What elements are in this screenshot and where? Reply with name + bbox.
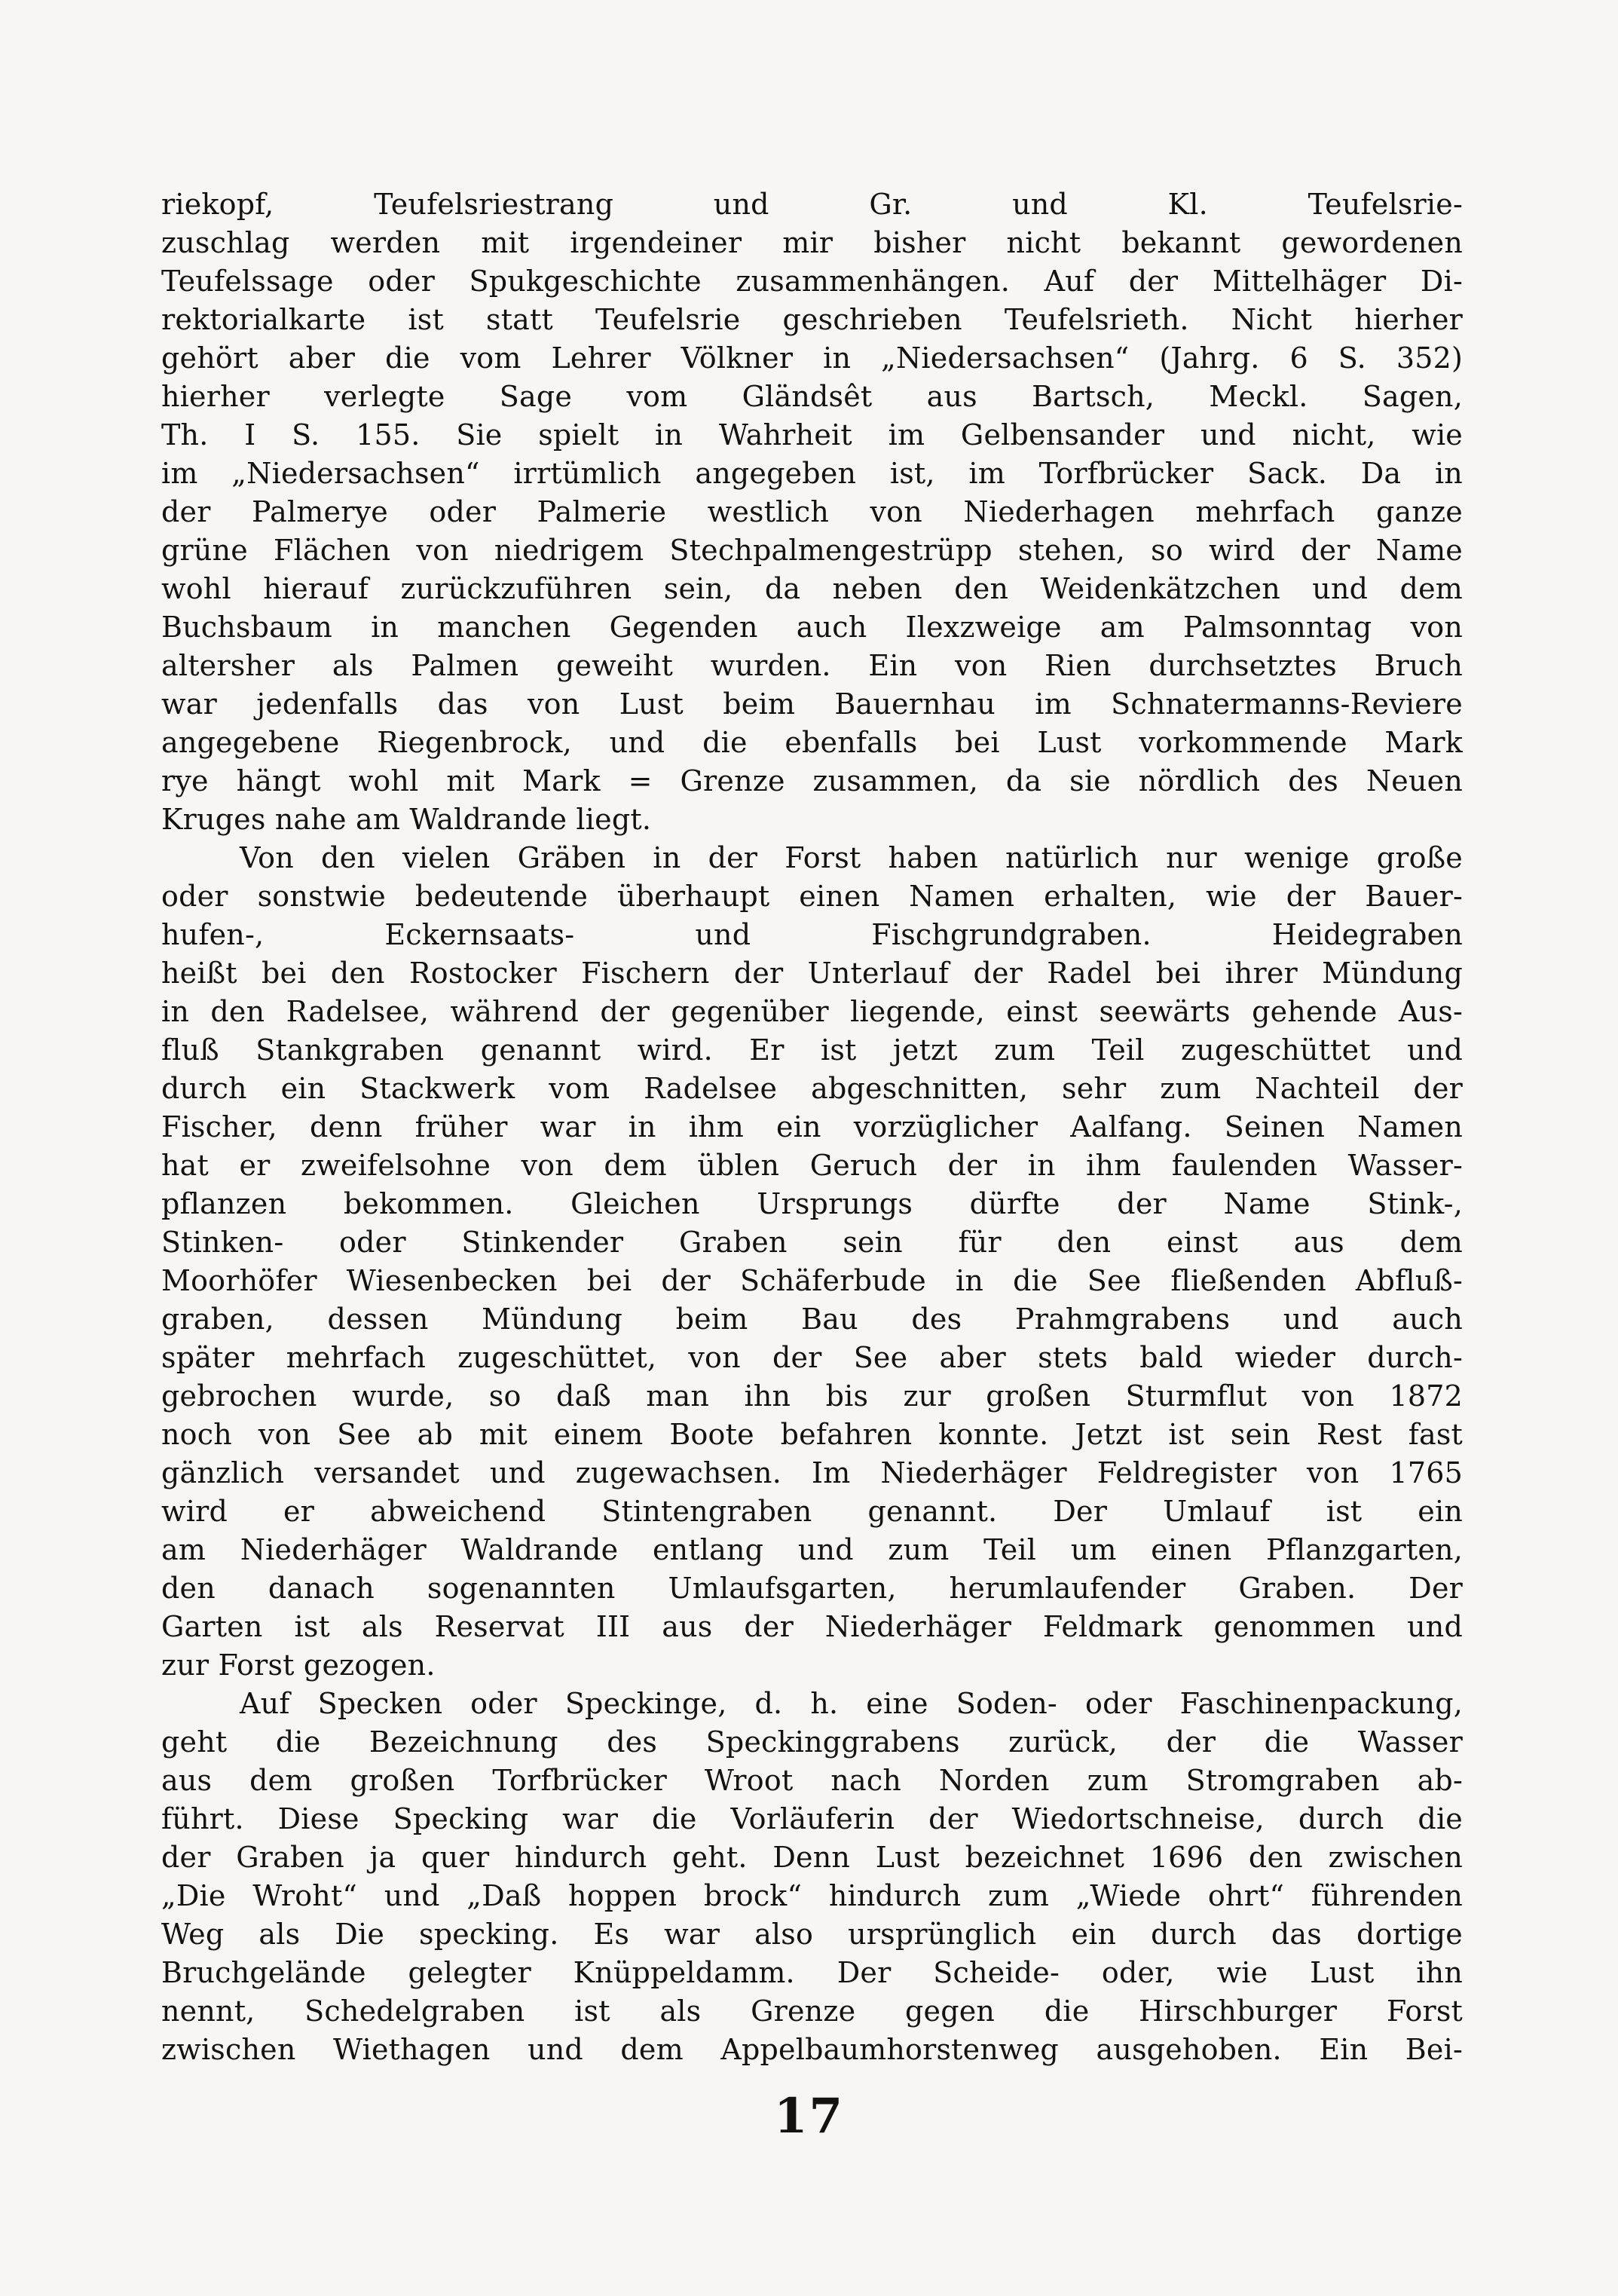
text-line: noch von See ab mit einem Boote befahren konnte. Jetzt ist sein Rest fast (161, 1418, 1463, 1451)
text-line: am Niederhäger Waldrande entlang und zum Teil um einen Pflanzgarten, (161, 1533, 1463, 1566)
text-line: fluß Stankgraben genannt wird. Er ist jetzt zum Teil zugeschüttet und (161, 1033, 1463, 1067)
text-line: den danach sogenannten Umlaufsgarten, herumlaufender Graben. Der (161, 1572, 1463, 1605)
text-line: gehört aber die vom Lehrer Völkner in „Niedersachsen“ (Jahrg. 6 S. 352) (161, 341, 1463, 375)
body-text (161, 185, 1463, 2069)
text-line: rektorialkarte ist statt Teufelsrie geschrieben Teufelsrieth. Nicht hierher (161, 303, 1463, 336)
text-line: geht die Bezeichnung des Speckinggrabens zurück, der die Wasser (161, 1725, 1463, 1759)
text-line: heißt bei den Rostocker Fischern der Unterlauf der Radel bei ihrer Mündung (161, 957, 1463, 990)
text-line: Bruchgelände gelegter Knüppeldamm. Der Scheide- oder, wie Lust ihn (161, 1956, 1463, 1989)
text-line: Fischer, denn früher war in ihm ein vorzüglicher Aalfang. Seinen Namen (161, 1110, 1463, 1143)
text-line: Garten ist als Reservat III aus der Niederhäger Feldmark genommen und (161, 1610, 1463, 1643)
text-line: wohl hierauf zurückzuführen sein, da neben den Weidenkätzchen und dem (161, 572, 1463, 605)
text-line: „Die Wroht“ und „Daß hoppen brock“ hindurch zum „Wiede ohrt“ führenden (161, 1879, 1463, 1912)
text-line: Buchsbaum in manchen Gegenden auch Ilexzweige am Palmsonntag von (161, 611, 1463, 644)
text-line: gebrochen wurde, so daß man ihn bis zur großen Sturmflut von 1872 (161, 1379, 1463, 1413)
text-line: riekopf, Teufelsriestrang und Gr. und Kl. Teufelsrie- (161, 188, 1463, 221)
text-line: gänzlich versandet und zugewachsen. Im Niederhäger Feldregister von 1765 (161, 1456, 1463, 1489)
text-line: war jedenfalls das von Lust beim Bauernhau im Schnatermanns-Reviere (161, 687, 1463, 721)
text-line: pflanzen bekommen. Gleichen Ursprungs dürfte der Name Stink-, (161, 1187, 1463, 1220)
text-line: hat er zweifelsohne von dem üblen Geruch der in ihm faulenden Wasser- (161, 1149, 1463, 1182)
text-line: führt. Diese Specking war die Vorläuferin der Wiedortschneise, durch die (161, 1802, 1463, 1835)
text-line: wird er abweichend Stintengraben genannt. Der Umlauf ist ein (161, 1495, 1463, 1528)
text-line: im „Niedersachsen“ irrtümlich angegeben ist, im Torfbrücker Sack. Da in (161, 457, 1463, 490)
text-line: hufen-, Eckernsaats- und Fischgrundgraben. Heidegraben (161, 918, 1463, 951)
text-line: Weg als Die specking. Es war also ursprünglich ein durch das dortige (161, 1918, 1463, 1951)
text-line: grüne Flächen von niedrigem Stechpalmengestrüpp stehen, so wird der Name (161, 534, 1463, 567)
text-line: Von den vielen Gräben in der Forst haben natürlich nur wenige große (240, 841, 1463, 874)
text-line: durch ein Stackwerk vom Radelsee abgeschnitten, sehr zum Nachteil der (161, 1072, 1463, 1105)
text-line: Th. I S. 155. Sie spielt in Wahrheit im Gelbensander und nicht, wie (161, 418, 1463, 452)
text-line: der Graben ja quer hindurch geht. Denn Lust bezeichnet 1696 den zwischen (161, 1841, 1463, 1874)
text-line: Kruges nahe am Waldrande liegt. (161, 803, 652, 836)
text-line: zuschlag werden mit irgendeiner mir bisher nicht bekannt gewordenen (161, 226, 1463, 259)
text-line: Teufelssage oder Spukgeschichte zusammenhängen. Auf der Mittelhäger Di- (161, 265, 1463, 298)
text-line: später mehrfach zugeschüttet, von der See aber stets bald wieder durch- (161, 1341, 1463, 1374)
text-line: hierher verlegte Sage vom Gländsêt aus Bartsch, Meckl. Sagen, (161, 380, 1463, 413)
text-line: Auf Specken oder Speckinge, d. h. eine Soden- oder Faschinenpackung, (240, 1687, 1463, 1720)
text-line: Stinken- oder Stinkender Graben sein für den einst aus dem (161, 1226, 1463, 1259)
text-line: zur Forst gezogen. (161, 1649, 436, 1682)
text-line: graben, dessen Mündung beim Bau des Prahmgrabens und auch (161, 1303, 1463, 1336)
text-line: Moorhöfer Wiesenbecken bei der Schäferbude in die See fließenden Abfluß- (161, 1264, 1463, 1297)
text-line: altersher als Palmen geweiht wurden. Ein von Rien durchsetztes Bruch (161, 649, 1463, 682)
page-number: 17 (773, 2088, 845, 2144)
text-line: rye hängt wohl mit Mark = Grenze zusammen, da sie nördlich des Neuen (161, 764, 1463, 797)
text-line: aus dem großen Torfbrücker Wroot nach Norden zum Stromgraben ab- (161, 1764, 1463, 1797)
text-line: angegebene Riegenbrock, und die ebenfalls bei Lust vorkommende Mark (161, 726, 1463, 759)
text-line: in den Radelsee, während der gegenüber liegende, einst seewärts gehende Aus- (161, 995, 1463, 1028)
text-line: nennt, Schedelgraben ist als Grenze gegen die Hirschburger Forst (161, 1994, 1463, 2028)
text-line: oder sonstwie bedeutende überhaupt einen Namen erhalten, wie der Bauer- (161, 880, 1463, 913)
text-line: der Palmerye oder Palmerie westlich von Niederhagen mehrfach ganze (161, 495, 1463, 528)
text-line: zwischen Wiethagen und dem Appelbaumhorstenweg ausgehoben. Ein Bei- (161, 2033, 1463, 2066)
